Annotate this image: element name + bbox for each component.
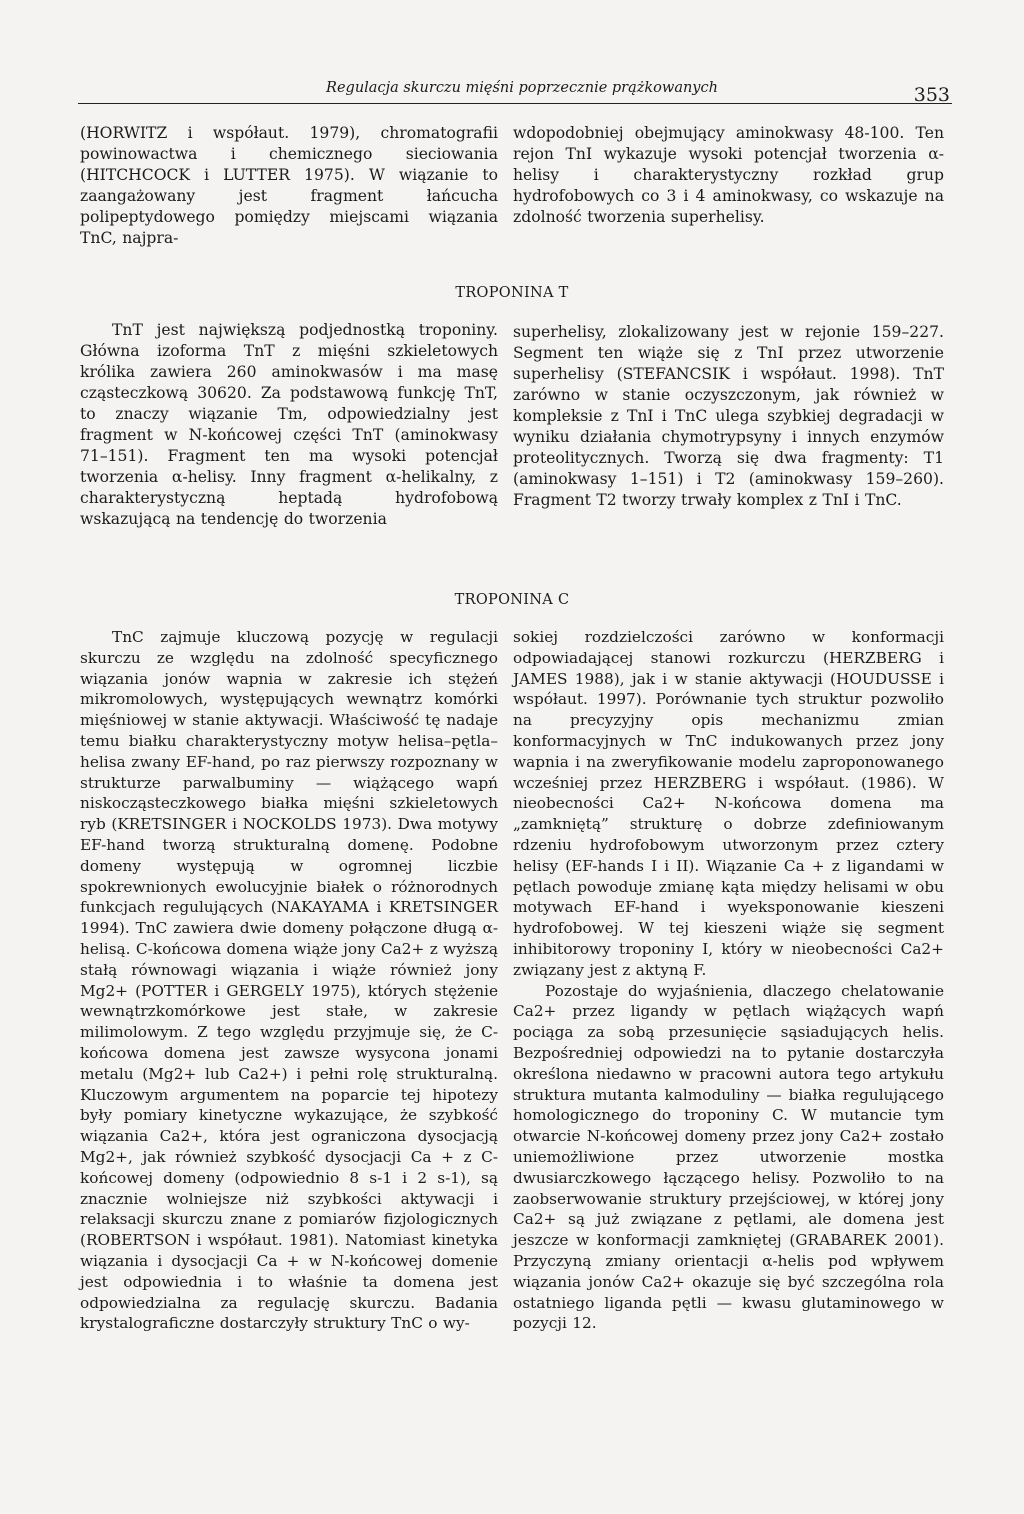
section-heading-troponina-c: TROPONINA C (454, 592, 570, 608)
running-head: Regulacja skurczu mięśni poprzecznie prążkowanych (326, 80, 718, 96)
paragraph: (HORWITZ i współaut. 1979), chromatografii powinowactwa i chemicznego sieciowania (HITCHCOCK i LUTTER 1975). W wiązanie to zaangażowany jest fragment łańcucha polipeptydowego pomiędzy miejscami wiązania TnC, najpra- (80, 124, 498, 247)
paragraph: sokiej rozdzielczości zarówno w konformacji odpowiadającej stanowi rozkurczu (HERZBERG i JAMES 1988), jak i w stanie aktywacji (HOUDUSSE i współaut. 1997). Porównanie tych struktur pozwoliło na precyzyjny opis mechanizmu zmian konformacyjnych w TnC indukowanych przez jony wapnia i na zweryfikowanie modelu zaproponowanego wcześniej przez HERZBERG i współaut. (1986). W nieobecności Ca2+ N-końcowa domena ma „zamkniętą” strukturę o dobrze zdefiniowanym rdzeniu hydrofobowym utworzonym przez cztery helisy (EF-hands I i II). Wiązanie Ca + z ligandami w pętlach powoduje zmianę kąta między helisami w obu motywach EF-hand i wyeksponowanie kieszeni hydrofobowej. W tej kieszeni wiąże się segment inhibitorowy troponiny I, który w nieobecności Ca2+ związany jest z aktyną F. (513, 628, 944, 979)
troponina-c-left-column (80, 627, 498, 1334)
troponina-c-right-column (513, 627, 944, 1334)
paragraph: superhelisy, zlokalizowany jest w rejonie 159–227. Segment ten wiąże się z TnI przez utworzenie superhelisy (STEFANCSIK i współaut. 1998). TnT zarówno w stanie oczyszczonym, jak również w kompleksie z TnI i TnC ulega szybkiej degradacji w wyniku działania chymotrypsyny i innych enzymów proteolitycznych. Tworzą się dwa fragmenty: T1 (aminokwasy 1–151) i T2 (aminokwasy 159–260). Fragment T2 tworzy trwały komplex z TnI i TnC. (513, 323, 944, 509)
troponina-t-right-column (513, 322, 944, 511)
paragraph: TnC zajmuje kluczową pozycję w regulacji skurczu ze względu na zdolność specyficznego wiązania jonów wapnia w zakresie ich stężeń mikromolowych, występujących wewnątrz komórki mięśniowej w stanie aktywacji. Właściwość tę nadaje temu białku charakterystyczny motyw helisa–pętla–helisa zwany EF-hand, po raz pierwszy rozpoznany w strukturze parwalbuminy — wiążącego wapń niskocząsteczkowego białka mięśni szkieletowych ryb (KRETSINGER i NOCKOLDS 1973). Dwa motywy EF-hand tworzą strukturalną domenę. Podobne domeny występują w ogromnej liczbie spokrewnionych ewolucyjnie białek o różnorodnych funkcjach regulujących (NAKAYAMA i KRETSINGER 1994). TnC zawiera dwie domeny połączone długą α-helisą. C-końcowa domena wiąże jony Ca2+ z wyższą stałą równowagi wiązania i wiąże również jony Mg2+ (POTTER i GERGELY 1975), których stężenie wewnątrzkomórkowe jest stałe, w zakresie milimolowym. Z tego względu przyjmuje się, że C-końcowa domena jest zawsze wysycona jonami metalu (Mg2+ lub Ca2+) i pełni rolę strukturalną. Kluczowym argumentem na poparcie tej hipotezy były pomiary kinetyczne wykazujące, że szybkość wiązania Ca2+, która jest ograniczona dysocjacją Mg2+, jak również szybkość dysocjacji Ca + z C-końcowej domeny (odpowiednio 8 s-1 i 2 s-1), są znacznie wolniejsze niż szybkości aktywacji i relaksacji skurczu znane z pomiarów fizjologicznych (ROBERTSON i współaut. 1981). Natomiast kinetyka wiązania i dysocjacji Ca + w N-końcowej domenie jest odpowiednia i to właśnie ta domena jest odpowiedzialna za regulację skurczu. Badania krystalograficzne dostarczyły struktury TnC o wy- (80, 628, 498, 1333)
section-heading-troponina-t: TROPONINA T (455, 285, 569, 301)
paragraph: Pozostaje do wyjaśnienia, dlaczego chelatowanie Ca2+ przez ligandy w pętlach wiążących wapń pociąga za sobą przesunięcie sąsiadujących helis. Bezpośredniej odpowiedzi na to pytanie dostarczyła określona niedawno w pracowni autora tego artykułu struktura mutanta kalmoduliny — białka regulującego homologicznego do troponiny C. W mutancie tym otwarcie N-końcowej domeny przez jony Ca2+ zostało uniemożliwione przez utworzenie mostka dwusiarczkowego łączącego helisy. Pozwoliło to na zaobserwowanie struktury przejściowej, w której jony Ca2+ są już związane z pętlami, ale domena jest jeszcze w konformacji zamkniętej (GRABAREK 2001). Przyczyną zmiany orientacji α-helis pod wpływem wiązania jonów Ca2+ okazuje się być szczególna rola ostatniego liganda pętli — kwasu glutaminowego w pozycji 12. (513, 981, 944, 1333)
page-number: 353 (913, 84, 950, 106)
paragraph: TnT jest największą podjednostką troponiny. Główna izoforma TnT z mięśni szkieletowych królika zawiera 260 aminokwasów i ma masę cząsteczkową 30620. Za podstawową funkcję TnT, to znaczy wiązanie Tm, odpowiedzialny jest fragment w N-końcowej części TnT (aminokwasy 71–151). Fragment ten ma wysoki potencjał tworzenia α-helisy. Inny fragment α-helikalny, z charakterystyczną heptadą hydrofobową wskazującą na tendencję do tworzenia (80, 321, 498, 528)
troponina-t-left-column (80, 320, 498, 530)
header-rule (78, 103, 952, 104)
top-right-column (513, 123, 944, 228)
paragraph: wdopodobniej obejmujący aminokwasy 48-100. Ten rejon TnI wykazuje wysoki potencjał tworzenia α-helisy i charakterystyczny rozkład grup hydrofobowych co 3 i 4 aminokwasy, co wskazuje na zdolność tworzenia superhelisy. (513, 124, 944, 226)
top-left-column (80, 123, 498, 249)
